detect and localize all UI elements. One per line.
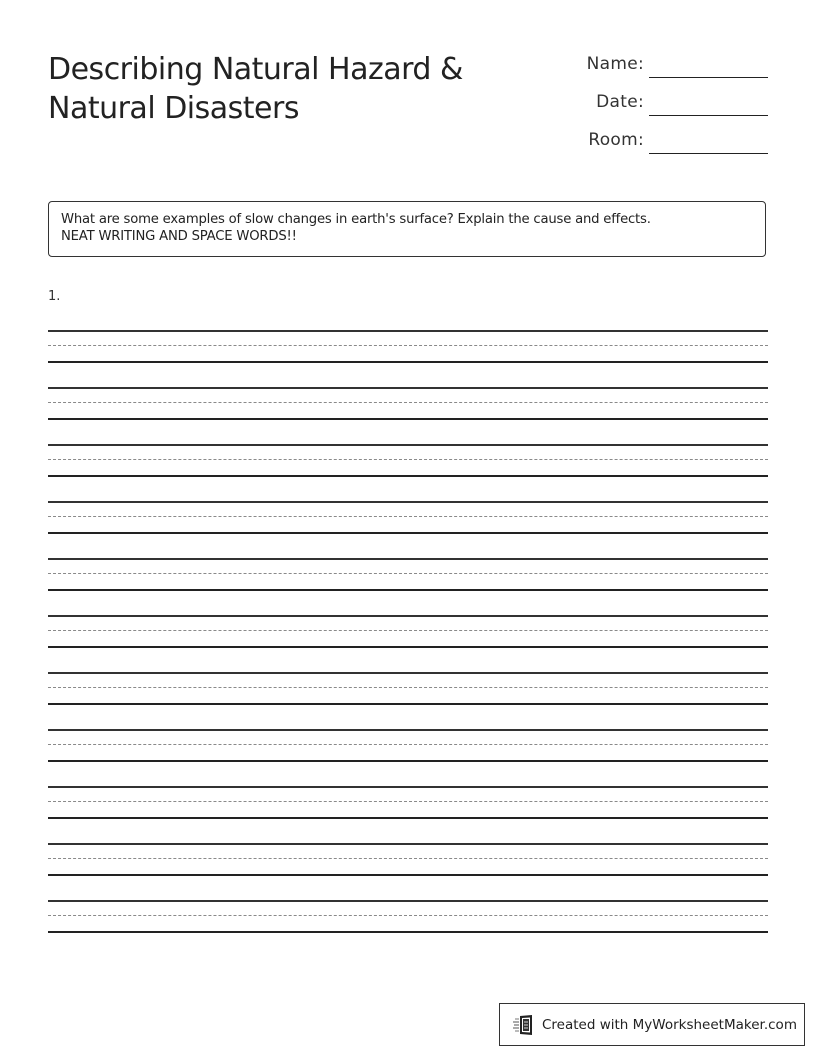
writing-row[interactable]: [48, 900, 768, 957]
dashed-midline: [48, 801, 768, 802]
top-line: [48, 444, 768, 446]
date-label: Date:: [596, 92, 644, 112]
worksheet-title: Describing Natural Hazard & Natural Disasters: [48, 52, 463, 126]
dashed-midline: [48, 630, 768, 631]
base-line: [48, 703, 768, 705]
top-line: [48, 900, 768, 902]
question-prompt-box: [48, 201, 766, 257]
base-line: [48, 361, 768, 363]
top-line: [48, 843, 768, 845]
dashed-midline: [48, 573, 768, 574]
writing-row[interactable]: [48, 615, 768, 672]
base-line: [48, 817, 768, 819]
writing-row[interactable]: [48, 729, 768, 786]
name-field[interactable]: [560, 50, 770, 80]
top-line: [48, 729, 768, 731]
top-line: [48, 387, 768, 389]
writing-row[interactable]: [48, 672, 768, 729]
base-line: [48, 931, 768, 933]
footer-credit: [499, 1003, 805, 1046]
base-line: [48, 418, 768, 420]
dashed-midline: [48, 744, 768, 745]
footer-text: Created with MyWorksheetMaker.com: [542, 1016, 797, 1033]
writing-row[interactable]: [48, 558, 768, 615]
date-input-line[interactable]: [649, 115, 768, 116]
prompt-text: What are some examples of slow changes in earth's surface? Explain the cause and effects.: [61, 212, 651, 227]
writing-row[interactable]: [48, 786, 768, 843]
dashed-midline: [48, 687, 768, 688]
name-input-line[interactable]: [649, 77, 768, 78]
writing-row[interactable]: [48, 387, 768, 444]
base-line: [48, 532, 768, 534]
writing-row[interactable]: [48, 444, 768, 501]
writing-row[interactable]: [48, 843, 768, 900]
top-line: [48, 786, 768, 788]
base-line: [48, 475, 768, 477]
question-number: 1.: [48, 289, 61, 304]
top-line: [48, 615, 768, 617]
base-line: [48, 760, 768, 762]
dashed-midline: [48, 858, 768, 859]
room-label: Room:: [588, 130, 644, 150]
base-line: [48, 874, 768, 876]
dashed-midline: [48, 516, 768, 517]
writing-row[interactable]: [48, 501, 768, 558]
top-line: [48, 672, 768, 674]
name-label: Name:: [586, 54, 644, 74]
dashed-midline: [48, 459, 768, 460]
worksheet-logo-icon: [512, 1014, 536, 1036]
prompt-instruction: NEAT WRITING AND SPACE WORDS!!: [61, 229, 297, 244]
top-line: [48, 330, 768, 332]
room-field[interactable]: [560, 126, 770, 156]
top-line: [48, 558, 768, 560]
dashed-midline: [48, 345, 768, 346]
room-input-line[interactable]: [649, 153, 768, 154]
handwriting-lines[interactable]: [48, 330, 768, 957]
top-line: [48, 501, 768, 503]
writing-row[interactable]: [48, 330, 768, 387]
base-line: [48, 589, 768, 591]
date-field[interactable]: [560, 88, 770, 118]
dashed-midline: [48, 402, 768, 403]
base-line: [48, 646, 768, 648]
dashed-midline: [48, 915, 768, 916]
